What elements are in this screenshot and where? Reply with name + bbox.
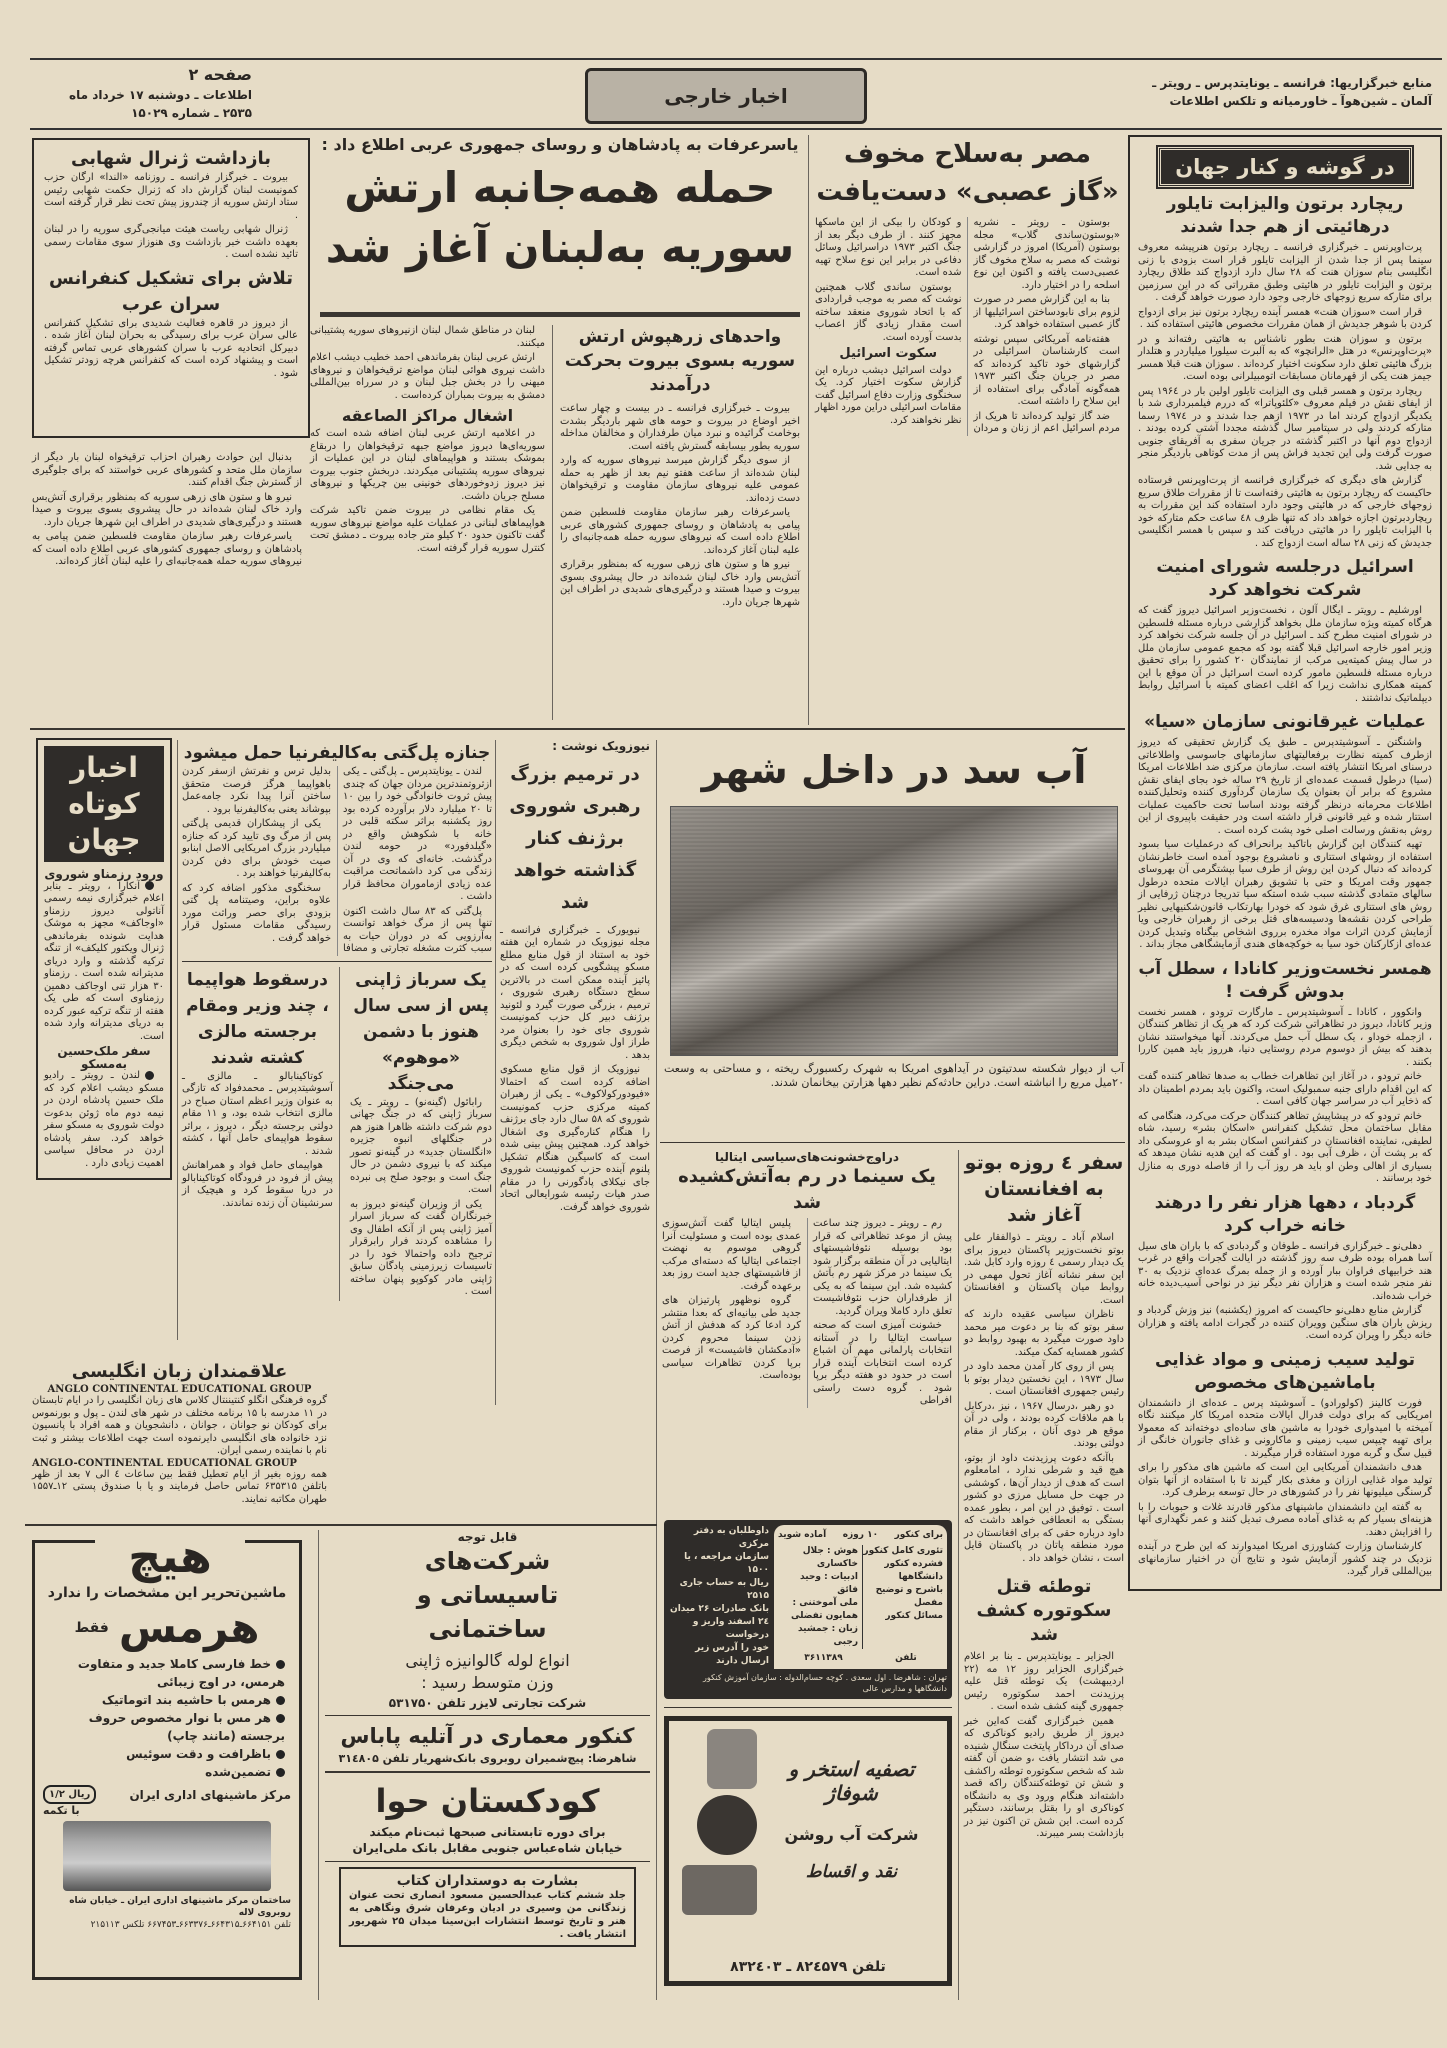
banner-line: کوتاه xyxy=(68,787,140,820)
short-news-text: لندن ـ رویتر ـ رادیو مسکو دیشب اعلام کرد که ملک حسین پادشاه اردن در نیمه دوم ماه ژوئن بدعوت دولت شوروی به مسکو سفر خواهد کرد. سفر پادشاه اردن در محافل سیاسی اهمیت زیادی دارد . xyxy=(44,1070,164,1169)
ad-title: شرکت‌های تاسیساتی و ساختمانی xyxy=(416,1547,559,1643)
paragraph: نیوزویک از قول منابع مسکوی اضافه کرده است که احتمالا «فیودورکولاکوف» ـ یکی از رهبران کمیته مرکزی حزب کمونیست شوروی که ۵۸ سال دارد جای برژنف را هنگام کناره‌گیری وی اشغال خواهد کرد. همچنین پیش بینی شده است که کاسیگین هنگام تشکیل پلنوم آینده حزب کمونیست شوروی جای نیکلای پادگورنی را در مقام صدر هیات رئیسه شورایعالی اتحاد شوروی خواهد گرفت. xyxy=(500,1064,650,1213)
bullet-icon xyxy=(145,1071,154,1080)
paragraph: الجزایر ـ یونایتدپرس ـ بنا بر اعلام خبرگزاری الجزایر روز ۱۲ مه (۲۲ اردیبهشت) یک توطئه قتل علیه پرزیدنت احمد سکوتوره رئیس جمهوری گینه کشف شده است . xyxy=(964,1651,1124,1712)
pump-image xyxy=(677,1729,757,1915)
issue-number: ۲۵۳۵ ـ شماره ۱۵۰۲۹ xyxy=(131,106,252,120)
ad-title: کنکور معماری در آتلیه پاباس xyxy=(340,1724,635,1748)
issue-date: اطلاعات ـ دوشنبه ۱۷ خرداد ماه xyxy=(69,88,252,102)
feature-item: تضمین‌شده xyxy=(205,1765,271,1779)
main-kicker: یاسرعرفات به پادشاهان و روسای جمهوری عربی اطلاع داد : xyxy=(321,135,799,154)
main-headline-line-1: حمله همه‌جانبه ارتش xyxy=(344,163,776,212)
paragraph: از سوی دیگر گزارش میرسد نیروهای سوریه که وارد لبنان شده‌اند از ساعت هفتو نیم بعد از ظهر به حمله عمومی علیه نیروهای سازمان مقاومت و ترقیخواهان دست زده‌اند. xyxy=(560,455,800,504)
ad-phones: تلفن ۶۶۴۱۵۱ـ۶۶۴۳۱۵ـ۶۶۳۳۷۶ـ۶۶۷۴۵۳ تلکس ۲۱۵۱۱۳ xyxy=(90,1920,291,1930)
paragraph: باآنکه دعوت پرزیدنت داود از بوتو، هیچ قید و شرطی ندارد ، امامعلوم است که هدف از دیدار آن‌ها ، کوششی در جهت حل مسایل مرزی دو کشور است . توفیق در این امر ، بطور عمده بستگی به انعطافی خواهد داشت که داود درباره حقی که برای افغانستان در مورد منطقه پاتان در پاکستان قایل است ، نشان خواهد داد . xyxy=(964,1452,1124,1564)
paragraph: بدنبال این حوادث رهبران احزاب ترقیخواه لبنان بار دیگر از سازمان ملل متحد و کشورهای عربی خواستند که برای جلوگیری از گسترش جنگ اقدام کنند. xyxy=(32,452,302,488)
ad-text: آماده شوید xyxy=(778,1530,827,1540)
paragraph: از دیروز در قاهره فعالیت شدیدی برای تشکیل کنفرانس عالی سران عرب برای رسیدگی به بحران لبنان آغاز شده . دبیرکل اتحادیه عرب با سران کشورهای عربی تماس گرفته است و پیشنهاد کرده است که کنفرانس هرچه زودتر تشکیل شود . xyxy=(44,317,298,379)
kindergarten-ad xyxy=(325,1778,650,1856)
paragraph: هفته‌نامه آمریکائی سپس نوشته است کارشناسان اسرائیلی در گزارشهای خود تاکید کرده‌اند که مصر در جریان جنگ اکتبر ۱۹۷۳ همه‌گونه آمادگی برای استفاده از این سلاح را داشته است. xyxy=(973,333,1120,407)
middle-left-stack xyxy=(182,740,492,1301)
ad-text: نقد و اقساط xyxy=(805,1862,898,1882)
paragraph: واشنگتن ـ آسوشیتدپرس ـ طبق یک گزارش تحقیقی که دیروز ازطرف کمیته نظارت برفعالیتهای سازمانهای جاسوسی واطلاعاتی درسنای امریکا انتشار یافته است. سازمان مرکزی ضد اطلاعات امریکا (سیا) درطول قسمت عمده‌ای از تاریخ ۲۹ ساله خود بجای ایفای نقش مشروع که برابر آن بعنوان یک سازمان گردآوری کننده وتحلیل‌کننده اطلاعات محرمانه درنظر گرفته بودند اساسا تحت حاکمیت عملیات استتار شده و غیر قانونی قرار داشته است ودر حقیقت باپیروی از این روش به‌نقش ورسالت اصلی خود پشت کرده است . xyxy=(1138,737,1432,836)
hermes-typewriter-ad xyxy=(32,1529,302,1980)
world-corner-article-body xyxy=(1138,737,1432,952)
ad-line: سازمان مراجعه ، یا ۱۵۰۰ xyxy=(684,1552,769,1575)
ad-line: داوطلبان به دفتر مرکزی xyxy=(693,1526,769,1549)
paragraph: لندن ـ یونایتدپرس ـ پل‌گتی ـ یکی ازثروتمندترین مردان جهان که چندی پیش ثروت خانوادگی خود را بین ۱۰ تا ۲۰ میلیارد دلار برآورده کرده بود روز یکشنبه براثر سکته قلبی در خانه با شکوهش واقع در «گیلدفورد» در حومه لندن درگذشت. خانه‌ای که وی در آن زندگی می کرد داشماتحت مراقبت عده زیادی ازماموران محافظ قرار داشت . xyxy=(343,766,492,902)
bullet-icon xyxy=(276,1714,285,1723)
headline-arab-summit: تلاش برای تشکیل کنفرانس سران عرب xyxy=(49,267,293,315)
ad-title: کودکستان حوا xyxy=(375,1782,600,1820)
main-story-column-2 xyxy=(310,325,545,557)
paragraph: سخنگوی مذکور اضافه کرد که علاوه براین، وصیتنامه پل گتی بزودی برای حصر وراثت مورد رسیدگی مقامات مسئول قرار خواهد گرفت . xyxy=(182,882,331,944)
ad-line: خود را آدرس زیر ارسال دارند xyxy=(695,1643,769,1666)
ad-headline: هیچ xyxy=(95,1531,245,1581)
ad-line: ریال به حساب جاری ۲۵۱۵ xyxy=(679,1578,769,1601)
main-subhead-2: اشغال مراکز الصاعقه xyxy=(341,406,514,425)
bhutto-article xyxy=(964,1150,1124,1567)
paragraph: ریچارد برتون و همسر قبلی وی الیزابت تایلور اولین بار در ۱۹۶٤ پس از ایفای نقش در فیلم معروف «کلئوپاترا» که دررم فیلمبرداری شد با یکدیگر ازدواج کردند اما در ۱۹۷۳ ازهم جدا شدند و در ۱۹۷٤ رسما متارکه کردند ولی در سپتامبر سال گذشته مجددا آشتی کرده بودند . ازدواج دوم آنها در اکتبر گذشته در جریان سفری به آفریقای جنوبی صورت گرفت ولی این تجدید فراش پس از مدت کوتاهی باردیگر منجر به جدایی شد. xyxy=(1138,385,1432,472)
paragraph: پلیس ایتالیا گفت آتش‌سوزی عمدی بوده است و مسئولیت آنرا گروهی موسوم به نهضت اجتماعی ایتالیا که دسته‌ای مرکب از فاشیستهای جدید است روز بعد برعهده گرفت. xyxy=(662,1218,801,1292)
section-banner xyxy=(585,68,867,124)
world-corner-article-body xyxy=(1138,1398,1432,1579)
ad-center-name: مرکز ماشینهای اداری ایران xyxy=(129,1787,291,1802)
right-lower-stack xyxy=(964,1150,1124,1843)
english-language-ad xyxy=(32,1360,327,1506)
paragraph: اورشلیم ـ رویتر ـ ایگال آلون ، نخست‌وزیر اسرائیل دیروز گفت که هرگاه کمیته ویژه سازمان ملل بخواهد گزارشی درباره مسئله فلسطین در شورای امنیت مطرح کند ـ اسرائیل در آن جلسه شرکت نخواهد کرد وزیر امور خارجه اسرائیل قبلا گفته بود که مجمع عمومی سازمان ملل در سال پیش کمیته‌یی مرکب از نمایندگان ۲۰ کشور را برای تحقیق درباره مسئله فلسطین مامور کرده است اسرائیل در آن موقع با این کمیته همکاری نداشت زیرا که اغلب اعضای کمیته با اسرائیل روابط دیپلماتیک نداشتند . xyxy=(1138,605,1432,704)
paragraph: گزارش های دیگری که خبرگزاری فرانسه از پرت‌اوپرنس فرستاده حاکیست که ریچارد برتون به هائیتی رفته‌است تا از مقررات طلاق سریع زوجهای خارجی که در هائیتی وجود دارد استفاده کند این مقررات به ریچاردبرتون اجازه خواهد داد که تنها ظرف ٤٨ ساعت حکم متارکه خود با الیزابت تایلور را در هائیتی دریافت کند و سپس با همسر انگلیسی جدیدش که زنی ۲۸ ساله است ازدواج کند . xyxy=(1138,475,1432,549)
ad-company: شرکت تجارتی لایزر تلفن ۵۳۱۷۵۰ xyxy=(388,1696,587,1710)
paragraph: کوتاکینابالو ـ مالزی ـ آسوشیتدپرس ـ محمدفواد که تازگی به عنوان وزیر اعظم استان صباح در مالزی انتخاب شده بود، و ۱۱ مقام دولتی برجسته دیگر ، دیروز ، براثر سقوط هواپیمای حامل آنها ، کشته شدند . xyxy=(182,1070,333,1157)
ad-text: گروه فرهنگی انگلو کنتیننتال کلاس های زبان انگلیسی را در ایام تابستان در ۱۱ مدرسه با ۱۵ برنامه مختلف در شهر های لندن ـ پول و بورنموس برای کودکان نو جوانان ، جوانان ، دانشجویان و همه افراد با پانسیون نزد خانواده های انگلیسی دایرنموده است جهت اطلاعات بیشتر و ثبت نام با نماینده رسمی ایران. xyxy=(32,1395,327,1456)
ad-line: ملی آموختنی : همایون تفضلی xyxy=(791,1598,858,1621)
egypt-subhead: سکوت اسرائیل xyxy=(839,346,938,361)
paragraph: یکی از پیشکاران قدیمی پل‌گتی پس از مرگ وی تایید کرد که جنازه میلیاردر بزرگ امریکایی الاصل ابنابو صیت خودش برای دفن کردن به‌کالیفرنیا خواهند برد . xyxy=(182,818,331,879)
ad-org-name: ANGLO-CONTINENTAL EDUCATIONAL GROUP xyxy=(32,1457,297,1469)
ad-text: فقط xyxy=(74,1620,109,1636)
short-news-box xyxy=(36,738,172,1180)
world-corner-headline: اسرائیل درجلسه شورای امنیت شرکت نخواهد کرد xyxy=(1156,557,1414,600)
bullet-icon xyxy=(276,1768,285,1777)
paragraph: دهلی‌نو ـ خبرگزاری فرانسه ـ طوفان و گردبادی که با باران های سیل آسا همراه بوده ظرف سه روز گذشته در ایالت گجرات واقع در غرب هند خرابیهای فراوان ببار آورده و از جمله بمرگ عده‌ای نزدیک به ۳۰ نفر منجر شده است و هزاران نفر دیگر نیز در نواحی آسیب‌دیده خانه خراب شده‌اند. xyxy=(1138,1240,1432,1302)
paragraph: خانم ترودو ، در آغاز این تظاهرات خطاب به صدها تظاهر کننده گفت که این اقدام دارای جنبه سمبولیک است، واکنون باید بمردم اطمینان داد که ذخایر آب در سراسر جهان کافی است . xyxy=(1138,1071,1432,1107)
paragraph: دو رهبر ،درسال ۱۹۶۷ ، نیز ،درکابل با هم ملاقات کرده بودند ، ولی در آن موقع هر دوی آنان ، برکنار از مقام دولتی بودند. xyxy=(964,1400,1124,1449)
kicker: نیوزویک نوشت : xyxy=(552,739,650,753)
flood-photo xyxy=(670,806,1118,1056)
ad-title: تصفیه استخر و شوفاژ xyxy=(788,1757,915,1805)
paragraph: پل‌گتی که ۸۳ سال داشت اکنون تنها پس از مرگ خواهد توانست به‌آرزویی که در دوران حیات به سبب کثرت مشغله تجارتی و مضافا بدلیل ترس و نفرتش ازسفر کردن باهواپیما هرگز فرصت متحقق ساختن آنرا پیدا نکرد جامه‌عمل بپوشاند یعنی به‌کالیفرنیا برود . xyxy=(182,766,492,954)
ad-company: شرکت آب روشن xyxy=(784,1825,919,1844)
world-corner-column xyxy=(1128,135,1442,1591)
ad-text: برای دوره تابستانی صبحها ثبت‌نام میکند xyxy=(369,1825,606,1839)
ad-line: باشرح و توضیح مفصل xyxy=(875,1585,943,1608)
paragraph: بوستون ـ رویتر ـ نشریه «بوستون‌ساندی گلاب» مجله بوستون (آمریکا) امروز در گزارشی نوشت که مصر به سلاح مخوف گاز عصبی‌دست یافته و اکنون این نوع اسلحه را در اختیار دارد. xyxy=(973,217,1120,291)
news-sources-line-1: منابع خبرگزاریها: فرانسه ـ یونایتدپرس ـ رویتر ـ xyxy=(1152,76,1432,90)
paragraph: نیرو ها و ستون های زرهی سوریه که بمنظور برقراری آتش‌بس وارد خاک لبنان شده‌اند در حال پیشروی بسوی بیروت و صیدا هستند و درگیری‌های شدیدی در اطراف این شهرها جریان دارد. xyxy=(32,491,302,528)
ad-line: مسائل کنکور xyxy=(885,1611,943,1621)
paragraph: گروه نوظهور پارتیزان های جدید طی بیانیه‌ای که بعدا منتشر کرد ادعا کرد که هدفش از آتش زدن سینما محروم کردن «آدمکشان فاشیست» از فرصت برپا کردن تظاهرات سیاسی بوده‌است. xyxy=(662,1295,801,1381)
flood-photo-story xyxy=(664,740,1124,1090)
lower-middle-ads-stack xyxy=(664,1520,952,1986)
paragraph: پس از روی کار آمدن محمد داود در سال ۱۹۷۳ ، این نخستین دیدار بوتو با رئیس جمهوری افغانستان است . xyxy=(964,1361,1124,1397)
short-news-text: آنکارا ، رویتر ـ بنابر اعلام خبرگزاری نیمه رسمی آناتولی دیروز رزمناو «اوجاکف» مجهز به موشک هدایت شونده بفرماندهی ژنرال ویکتور کلیکف» از تنگه ترکیه گذشته و وارد دریای مدیترانه شده است . رزمناو ۳۰ هزار تنی اوجاکف دهمین رزمناوی است که طی یک هفته از تنگه ترکیه عبور کرده به دریای مدیترانه وارد شده است. xyxy=(44,880,164,1042)
ad-line: فشرده کنکور دانشگاهها xyxy=(884,1559,943,1582)
feature-item: باظرافت و دقت سوئیس xyxy=(126,1747,271,1761)
headline: در ترمیم بزرگ رهبری شوروی برژنف کنار گذاشته خواهد شد xyxy=(509,763,641,913)
paragraph: هواپیمای حامل فواد و همراهانش پیش از فرود در فرودگاه کوتاکینابالو در دریا سقوط کرد و هیچیک از سرنشینان آن زنده نماندند. xyxy=(182,1160,333,1209)
headline: درسقوط هواپیما ، چند وزیر ومقام برجسته مالزی کشته شدند xyxy=(186,969,329,1068)
headline-shahabi-arrest: بازداشت ژنرال شهابی xyxy=(71,148,271,169)
paragraph: فورت کالینز (کولورادو) ـ آسوشیتد پرس ـ عده‌ای از دانشمندان امریکایی که برای دولت فدرال ایالات متحده امریکا کار میکنند نگاه آمیخته با امیدواری خودرا به ماشین های ساده‌ای دوخته‌اند که معمولا برای تهیه چیپس سیب زمینی و ماکارونی و غذای جانوران خانگی از قبیل سگ و گربه مورد استفاده قرار میگیرند . xyxy=(1138,1397,1432,1459)
paragraph: یک مقام نظامی در بیروت ضمن تاکید شرکت هواپیماهای لبنانی در عملیات علیه مواضع نیروهای سوریه گفت تاکنون حدود ۲۰ کیلو متر جاده بیروت ـ دمشق تحت کنترل سوریه قرار گرفته است. xyxy=(310,505,545,554)
paragraph: ارتش عربی لبنان بفرماندهی احمد خطیب دیشب اعلام داشت نیروی هوائی لبنان مواضع ترقیخواهان و نیروهای میهنی را در بخش جبل لبنان و در سرراه بین‌المللی دمشق به بیروت بمباران کرده‌است . xyxy=(310,352,545,401)
middle-ads-stack xyxy=(325,1530,650,1947)
ad-text: تلفن xyxy=(895,1653,917,1663)
feature-item: خط فارسی کاملا جدید و متفاوت هرمس، در اوج زیبائی xyxy=(77,1657,285,1689)
pool-filter-ad xyxy=(664,1716,952,1986)
paragraph: خشونت آمیزی است که صحنه سیاست ایتالیا را در آستانه انتخابات پارلمانی مهم آن اشباع کرده است انتخابات آینده قرار است در حدود دو هفته دیگر برپا شود . گروه دست راستی افراطی xyxy=(813,1320,952,1406)
headline: یک سرباز ژاپنی پس از سی سال هنوز با دشمن «موهوم» می‌جنگد xyxy=(353,969,489,1094)
feature-item: هر مس با نوار مخصوص حروف برجسته (مانند چاپ) xyxy=(88,1711,285,1743)
banner-line: اخبار xyxy=(70,751,138,784)
short-news-title: سفر ملک‌حسین به‌مسکو xyxy=(57,1044,151,1071)
headline: جنازه پل‌گتی به‌کالیفرنیا حمل میشود xyxy=(183,743,491,763)
ad-contact: همه روزه بغیر از ایام تعطیل فقط بین ساعات ٤ الی ۷ بعد از ظهر باتلفن ۶۳۵۳۱۵ تماس حاصل فرمایند و یا با صندوق پستی ۱۲ـ۱۵۵۷ طهران مکاتبه نمایند. xyxy=(32,1468,327,1505)
paragraph: همین خبرگزاری گفت که‌این خبر دیروز از طریق رادیو کوناکری که صدای آن درداکار پایتخت سنگال شنیده می شد انتشار یافت ،و ضمن آن گفته شد که شخص سکوتوره توطئه راکشف و شش تن توطئه‌کنندگان راکه قصد داشته‌اند هنگام ورود وی به دانشگاه کوناکری او را بقتل برسانند، دستگیر کرده است. این شش تن اکنون نیز در بازداشت بسر میبرند. xyxy=(964,1715,1124,1839)
ad-address: شاهرضا: پیچ‌شمیران روبروی بانک‌شهریار تلفن ۳۱٤۸۰۵ xyxy=(338,1752,637,1765)
short-news-title: ورود رزمناو شوروی xyxy=(44,867,164,881)
banner-line: جهان xyxy=(67,823,141,856)
bullet-icon xyxy=(276,1660,285,1669)
ad-text: خیابان شاه‌عباس جنوبی مقابل بانک ملی‌ایران xyxy=(352,1841,623,1855)
paragraph: دولت اسرائیل دیشب درباره این گزارش سکوت اختیار کرد. یک سخنگوی وزارت دفاع اسرائیل گفت مقامات اسرائیلی دراین مورد اظهار نظر نخواهند کرد. xyxy=(815,364,962,426)
paragraph: بنا به این گزارش مصر در صورت لزوم برای نابودساختن اسرائیلیها از گاز عصبی استفاده خواهد کرد. xyxy=(973,294,1120,330)
world-corner-article-body xyxy=(1138,1007,1432,1186)
news-sources-line-2: آلمان ـ شین‌هوآ ـ خاورمیانه و تلکس اطلاعات xyxy=(1169,94,1432,108)
world-corner-article-body xyxy=(1138,242,1432,550)
ad-address: ساختمان مرکز ماشینهای اداری ایران ـ خیابان شاه روبروی لاله xyxy=(69,1896,291,1918)
section-title: اخبار خارجی xyxy=(664,84,788,108)
world-corner-headline: همسر نخست‌وزیر کانادا ، سطل آب بدوش گرفت ! xyxy=(1138,958,1432,1002)
paragraph: رم ـ رویتر ـ دیروز چند ساعت پیش از موعد تظاهراتی که قرار بود بوسیله نئوفاشیستهای ایتالیایی در آن منطقه برگزار شود یک سینما در مرکز شهر رم بآتش کشیده شد. این سینما که به یکی از طرفداران حزب نئوفاشیست تعلق دارد کاملا ویران گردید. xyxy=(813,1218,952,1317)
paragraph: گزارش منابع دهلی‌نو حاکیست که امروز (یکشنبه) نیز وزش گردباد و ریزش باران های سنگین وویران کننده در گجرات ادامه یافته و هزاران خانه دیگر را ویران کرده است. xyxy=(1138,1305,1432,1341)
ad-kicker: قابل توجه xyxy=(457,1530,518,1544)
paragraph: ضد گاز تولید کرده‌اند تا هریک از مردم اسرائیل اعم از زنان و مردان و کودکان را بیکی از این ماسکها مجهز کنند . از طرف دیگر بعد از جنگ اکتبر ۱۹۷۳ دراسرائیل وسائل دفاعی در برابر این نوع سلاح تهیه شده است. xyxy=(815,217,1120,434)
world-corner-article-body xyxy=(1138,1241,1432,1343)
paragraph: بیروت ـ خبرگزار فرانسه ـ روزنامه «الندا» ارگان حزب کمونیست لبنان گزارش داد که ژنرال حکمت شهابی رئیس ستاد ارتش سوریه از چندروز پیش تحت نظر قرار گرفته است . xyxy=(44,172,298,221)
headline: سفر ٤ روزه بوتو به افغانستان آغاز شد xyxy=(964,1152,1124,1226)
paragraph: هدف دانشمندان آمریکایی این است که ماشین های مذکور را برای تولید مواد غذایی ارزان و مغذی بکار گیرند تا با استفاده از آنها بتوان گرسنگی میلیونها نفر را در کشورهای در حال توسعه برطرف کرد. xyxy=(1138,1462,1432,1498)
architecture-konkur-ad xyxy=(325,1721,650,1766)
paragraph: نیویورک ـ خبرگزاری فرانسه ـ مجله نیوزویک در شماره این هفته خود به استناد از قول منابع مطلع مسکو پیشگویی کرده است که در پائیز آینده ممکن است در بالاترین سطح دستگاه رهبری شوروی ، ترمیم ، بزرگی صورت گیرد و لئونید برژنف دبیر کل حزب کمونیست شوروی جای خود را بعنوان مرد طراز اول شوروی به شخص دیگری بدهد . xyxy=(500,924,650,1061)
paragraph: رابائول (گینه‌نو) ـ رویتر ـ یک سرباز ژاپنی که در جنگ جهانی دوم شرکت داشته ظاهرا هنوز هم در جنگلهای انبوه جزیره «انگلستان جدید» در گینه‌نو تصور میکند که با نیروی دشمن در حال جنگ است و بوجود صلح پی نبرده است. xyxy=(349,1096,492,1195)
ad-line: هوش : جلال خاکساری xyxy=(802,1546,858,1569)
divider xyxy=(320,312,800,317)
book-ad xyxy=(339,1867,636,1947)
brezhnev-article xyxy=(500,740,650,1216)
left-news-box xyxy=(32,138,310,438)
paragraph: بیروت ـ خبرگزاری فرانسه ـ در بیست و چهار ساعت اخیر اوضاع در بیروت و حومه های شهر باردیگر بشدت بوخامت گرائیده و نبرد میان طرفداران و مخالفان مداخله سوریه بطور بیسابقه گسترش یافته است. xyxy=(560,403,800,452)
egypt-headline-2: «گاز عصبی» دست‌یافت xyxy=(816,177,1119,207)
ad-line: زبان : جمشید رجبی xyxy=(797,1624,858,1647)
paragraph: یکی از وزیران گینه‌نو دیروز به خبرنگاران گفت که سرباز اسرار آمیز ژاپنی پس از آنکه اطفال وی را مشاهده کردند فرار رابرقرار ترجیح داده واحتمالا خود را در تاسیسات زیرزمینی پادگان سابق ژاپنی مادر کوکوپو پنهان ساخته است . xyxy=(349,1198,492,1297)
world-corner-headline: عملیات غیرقانونی سازمان «سیا» xyxy=(1144,712,1426,732)
article-body xyxy=(44,172,298,262)
main-story-column-1 xyxy=(560,325,800,611)
paragraph: کارشناسان وزارت کشاورزی امریکا امیدوارند که این طرح در آینده نزدیک در چند کشور آزمایش شود و نتایج آن در اختیار سازمانهای بین‌المللی قرار گیرد. xyxy=(1138,1541,1432,1577)
typewriter-image xyxy=(63,1821,271,1891)
ad-tagline: ماشین‌تحریر این مشخصات را ندارد xyxy=(47,1585,287,1601)
paragraph: وانکوور ، کانادا ـ آسوشیتدپرس ـ مارگارت ترودو ، همسر نخست وزیر کانادا، دیروز در تظاهراتی شرکت کرد که هر یک از تظاهر کنندگان ، ازجمله خوداو ، یک سطل آب حمل می‌کردند. آنها میخواستند نشان بدهند که بیش از دوسوم مردم روستایی دنیا، هرروز باید همین کاررا بکنند . xyxy=(1138,1006,1432,1068)
main-subhead: واحدهای زرهپوش ارتش سوریه بسوی بیروت بحرکت درآمدند xyxy=(564,327,796,395)
ad-phone: تلفن ۸۲٤۵۷۹ ـ ۸۳۲٤۰۳ xyxy=(730,1959,886,1975)
ad-text: انواع لوله گالوانیزه ژاپنی xyxy=(405,1651,570,1670)
paragraph: به گفته این دانشمندان ماشینهای مذکور قادرند غلات و حبوبات را با هزینه‌ای بسیار کم به غذای آماده مصرف تبدیل کنند و عمر نگهداری آنها را افزایش دهند. xyxy=(1138,1501,1432,1538)
ad-line: ۲٤ اسفند واریز و درخواست xyxy=(692,1617,769,1640)
ad-line: تئوری کامل کنکور xyxy=(863,1546,943,1556)
ad-title: علاقمندان زبان انگلیسی xyxy=(71,1361,288,1382)
price-badge: ریال ۱/۲ xyxy=(43,1785,96,1804)
ad-text: جلد ششم کتاب عبدالحسین مسعود انصاری تحت عنوان زندگانی من وسیری در ادیان وعرفان شرق ونگاهی به هنر و تاریخ توسط انتشارات ابن‌سینا میدان ۲۵ شهریور انتشار یافت . xyxy=(349,1890,626,1940)
paragraph: بوستون ساندی گلاب همچنین نوشت که مصر به موجب قراردادی که با اتحاد شوروی منعقد ساخته است مقدار زیادی گاز اعصاب بدست آورده است. xyxy=(815,281,962,343)
headline: آب سد در داخل شهر xyxy=(701,748,1087,792)
pipe-ad xyxy=(325,1530,650,1710)
paragraph: تهیه کنندگان این گزارش باتاکید برانحراف که درعملیات سیا بسود استفاده از روشهای استتاری و نامشروع بوجود آمده است خاطرنشان کرده‌اند که دنبال کردن این روش از طرف سیا بپشتگرمی آن بهروسای جمهور وقت امریکا و حتی با تشویق رهبران ایالات متحده درطول سالهای متمادی گذشته سبب شده استکه سیا تدریجا درچنان ژرفایی از روش های استتاری غرق شود که خودرا بهارتکاب قانون‌شکنیهایی نظیر طراحی کردن نقشه‌ها ودسیسه‌های قتل برخی از رهبران خارجی ویا آزمایش کردن اثرات مواد مخدره برروی اشخاص بیگناه وتبدیل کردن عده‌ای ازکارکنان خود سیا به خوکچه‌های هندی آزمایشگاهی مجاز بداند . xyxy=(1138,839,1432,950)
malaysia-crash-article xyxy=(182,967,340,1301)
kicker: دراوج‌خشونت‌های‌سیاسی ایتالیا xyxy=(715,1150,899,1164)
main-headline-line-2: سوریه به‌لبنان آغاز شد xyxy=(325,223,795,272)
bullet-icon xyxy=(145,881,154,890)
paragraph: یاسرعرفات رهبر سازمان مقاومت فلسطین ضمن پیامی به پادشاهان و روسای جمهوری کشورهای عربی اطلاع داده است که نیروهای سوریه حمله همه‌جانبه‌ای را علیه لبنان آغاز کرده‌اند. xyxy=(560,507,800,556)
sekou-toure-article xyxy=(964,1575,1124,1843)
getty-funeral-article xyxy=(182,740,492,956)
ad-line: ادبیات : وحید فائق xyxy=(800,1572,858,1595)
paragraph: پرت‌اوپرنس ـ خبرگزاری فرانسه ـ ریچارد برتون هنرپیشه معروف سینما پس از جدا شدن از الیزابت تایلور قرار است بزودی با زنی انگلیسی بنام سوزان هنت که ۲۸ سال دارد ازدواج کند طلاق ریچارد برتون و الیزابت تایلور در هائیتی وطبق مقرراتی که در این سرزمین برای متارکه سریع زوجهای خارجی وجود دارد صورت خواهد گرفت . xyxy=(1138,242,1432,303)
world-corner-headline: گردباد ، دهها هزار نفر را درهند خانه خراب کرد xyxy=(1154,1192,1416,1236)
main-story-column-3 xyxy=(32,452,302,571)
short-news-banner xyxy=(44,746,164,862)
world-corner-article-body xyxy=(1138,605,1432,705)
world-corner-banner: در گوشه و کنار جهان xyxy=(1158,147,1412,187)
paragraph: برتون و سوزان هنت بطور ناشناس به هائیتی رفته‌اند و در «پرت‌اوپرنس» در هتل «الرانچو» که به آلبرت سیلورا میلیاردر و هتلدار بزرگ هائیتی تعلق دارد سکونت اختیار کرده‌اند . سوزان هنت قبلا همسر جیمز هنت یکی از قهرمانان مسابقات اتومبیلرانی بوده است. xyxy=(1138,333,1432,382)
egypt-headline-1: مصر به‌سلاح مخوف xyxy=(844,139,1091,169)
page-number: صفحه ۲ xyxy=(188,65,252,84)
paragraph: قرار است «سوزان هنت» همسر آینده ریچارد برتون نیز برای ازدواج کردن با شوهر جدیدش از همان مقررات مخصوص هائیتی استفاده کند . xyxy=(1138,306,1432,330)
ad-text: با تکمه xyxy=(43,1804,80,1817)
paragraph: یاسرعرفات رهبر سازمان مقاومت فلسطین ضمن پیامی به پادشاهان و روسای جمهوری کشورهای عربی اطلاع داده است که نیروهای سوریه حمله همه‌جانبه‌ای را علیه لبنان آغاز کرده‌اند. xyxy=(32,531,302,567)
ad-org-name: ANGLO CONTINENTAL EDUCATIONAL GROUP xyxy=(47,1384,312,1395)
japanese-soldier-article xyxy=(344,967,492,1301)
paragraph: خانم ترودو که در پیشاپیش تظاهر کنندگان حرکت می‌کرد، هنگامی که مقابل ساختمان محل تشکیل کنفرانس «اسکان بشر» رسید، شاه لطیفی، نماینده افغانستان در کنفرانس اسکان بشر به او عروسکی داد که بر پشت آن ، ظرف آبی بود . او گفت که این هدیه نشان میدهد که بسیاری از اهالی وطن او باید هر روز آب را از فاصله دوری به منازل خود برسانند . xyxy=(1138,1110,1432,1184)
world-corner-headline: ریچارد برتون والیزابت تایلور درهائیتی از هم جدا شدند xyxy=(1166,194,1404,237)
ad-title: بشارت به دوستداران کتاب xyxy=(396,1873,579,1889)
egypt-nerve-gas-article xyxy=(815,135,1120,436)
divider xyxy=(182,961,492,962)
ad-line: بانک صادرات ۲۶ میدان xyxy=(670,1604,769,1614)
feature-item: هرمس با حاشیه بند اتوماتیک xyxy=(101,1693,271,1707)
paragraph: در اعلامیه ارتش عربی لبنان اضافه شده است که سوریه‌ای‌ها دیروز مواضع جبهه ترقیخواهان را دربقاع بموشک بستند و هواپیماهای لبنان در این عملیات از نیروهای سوریه پشتیبانی میکردند. دربخش جنوب بیروت نیز دیروز زدوخوردهای خونینی بین چریکها و نیروهای مسلح جریان داشت. xyxy=(310,428,545,502)
paragraph: ناظران سیاسی عقیده دارند که سفر بوتو که بنا بر دعوت میر محمد داود صورت میگیرد به بهبود روابط دو کشور همسایه کمک میکند. xyxy=(964,1309,1124,1358)
bullet-icon xyxy=(276,1696,285,1705)
paragraph: ژنرال شهابی ریاست هیئت میانجی‌گری سوریه را در لبنان بعهده داشت خبر بازداشت وی هنوزاز سوی مقامات رسمی تائید نشده است . xyxy=(44,224,298,260)
ad-address: تهران : شاهرضا . اول سعدی . کوچه حسام‌الدوله : سازمان آموزش کنکور دانشگاهها و مدارس عالی xyxy=(703,1673,947,1693)
paragraph: نیرو ها و ستون های زرهی سوریه که بمنظور برقراری آتش‌بس وارد خاک لبنان شده‌اند در حال پیشروی بسوی بیروت و صیدا هستند و درگیری‌های شدیدی در اطراف این شهرها جریان دارد. xyxy=(560,559,800,608)
world-corner-headline: تولید سیب زمینی و مواد غذایی باماشین‌های مخصوص xyxy=(1155,1349,1415,1393)
konkur-prep-ad xyxy=(664,1520,952,1699)
headline: توطئه قتل سکوتوره کشف شد xyxy=(976,1576,1112,1645)
paragraph: لبنان در مناطق شمال لبنان ازنیروهای سوریه پشتیبانی میکنند. xyxy=(310,325,545,349)
page-header xyxy=(30,58,1442,130)
ad-text: وزن متوسط رسید : xyxy=(421,1673,554,1692)
ad-phone: ۳۶۱۱۳۸۹ xyxy=(804,1653,843,1663)
photo-caption: آب از دیوار شکسته سدتیتون در آیداهوی امریکا به شهرک رکسبورگ ریخته ، و مساحتی به وسعت ۲۰میل مربع را انباشته است. دراین حادثه‌کم نظیر دهها هزارتن بیخانمان شدند. xyxy=(664,1062,1124,1089)
ad-text: ۱۰ روزه xyxy=(842,1530,879,1540)
bullet-icon xyxy=(276,1750,285,1759)
main-headline-block xyxy=(320,134,800,278)
ad-text: برای کنکور xyxy=(894,1530,943,1540)
brand-name: هرمس xyxy=(118,1603,260,1652)
rome-cinema-article xyxy=(662,1150,952,1408)
headline: یک سینما در رم به‌آتش‌کشیده شد xyxy=(678,1166,936,1213)
paragraph: اسلام آباد ـ رویتر ـ ذوالفقار علی بوتو نخست‌وزیر پاکستان دیروز برای یک دیدار رسمی ٤ روزه وارد کابل شد. این سفر نشانه آغاز تحول مهمی در روابط میان پاکستان و افغانستان است. xyxy=(964,1232,1124,1306)
